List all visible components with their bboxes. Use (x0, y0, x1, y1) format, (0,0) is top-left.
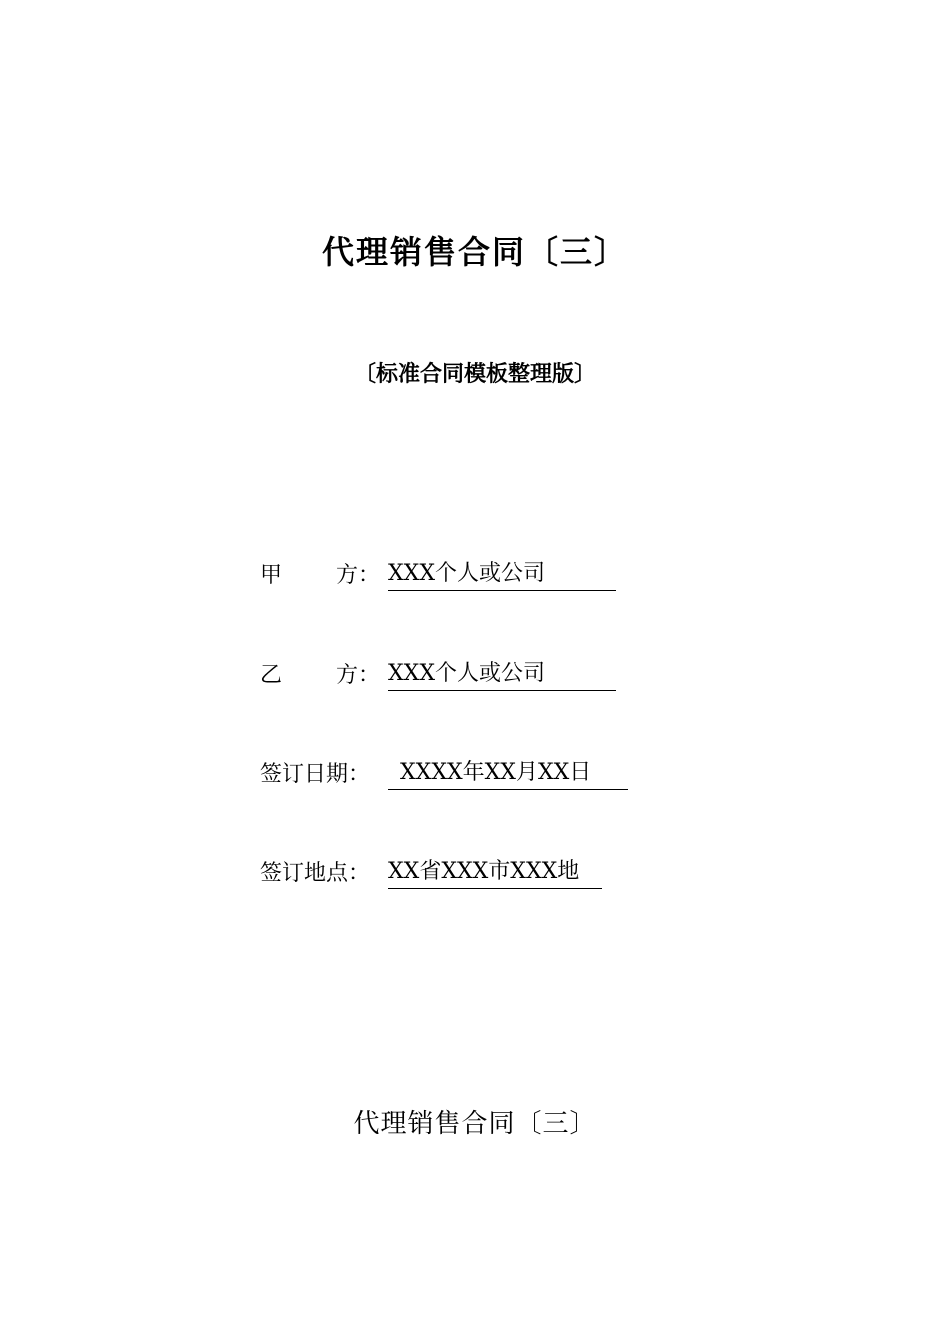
party-b-label-right: 方： (335, 663, 380, 688)
sign-place-value: XX省XXX市XXX地 (388, 856, 602, 889)
sign-place-row (260, 856, 602, 892)
document-title: 代理销售合同〔三〕 (321, 233, 628, 271)
party-a-value: XXX个人或公司 (388, 558, 616, 591)
party-b-value: XXX个人或公司 (388, 658, 616, 691)
party-a-label-left: 甲 (260, 563, 283, 588)
party-a-label-right: 方： (335, 563, 380, 588)
party-b-label (260, 658, 380, 694)
party-a-row (260, 558, 616, 594)
party-a-label (260, 558, 380, 594)
sign-date-value: XXXX年XX月XX日 (388, 757, 628, 790)
party-b-label-left: 乙 (260, 663, 283, 688)
sign-place-label: 签订地点： (260, 861, 371, 886)
document-subtitle: 〔标准合同模板整理版〕 (353, 361, 596, 387)
sign-date-row (260, 757, 628, 793)
footer-title: 代理销售合同〔三〕 (353, 1109, 597, 1139)
sign-date-label: 签订日期： (260, 762, 371, 787)
party-b-row (260, 658, 616, 694)
